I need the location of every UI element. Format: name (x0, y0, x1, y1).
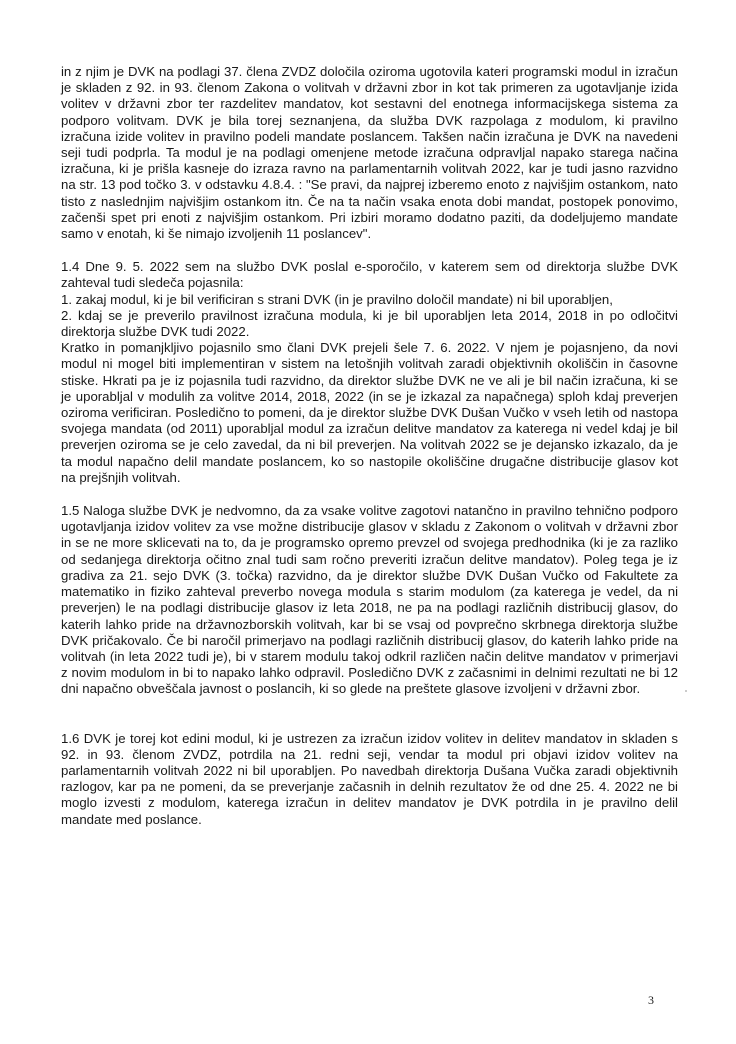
paragraph-1-6: 1.6 DVK je torej kot edini modul, ki je ustrezen za izračun izidov volitev in delitev mandatov in skladen s 92. in 93. členom ZVDZ, potrdila na 21. redni seji, vendar ta modul pri objavi izidov volitev na parlamentarnih volitvah 2022 ni bil uporabljen. Po navedbah direktorja Dušana Vučka zaradi objektivnih razlogov, kar pa ne pomeni, da se preverjanje začasnih in delnih rezultatov že od dne 25. 4. 2022 ne bi moglo izvesti z modulom, katerega izračun in delitev mandatov je DVK potrdila in je pravilno delil mandate med poslance. (61, 730, 678, 827)
paragraph-1-5: 1.5 Naloga službe DVK je nedvomno, da za vsake volitve zagotovi natančno in pravilno tehnično podporo ugotavljanja izidov volitev za vse možne distribucije glasov v skladu z Zakonom o volitvah v državni zbor in se ne more sklicevati na to, da je programsko opremo prevzel od svojega predhodnika (ki je za razliko od sedanjega direktorja očitno znal tudi sam ročno preveriti izračun delitve mandatov). Poleg tega je iz gradiva za 21. sejo DVK (3. točka) razvidno, da je direktor službe DVK Dušan Vučko od Fakultete za matematiko in fiziko zahteval preverbo novega modula s starim modulom (za katerega je vedel, da ni preverjen) le na podlagi distribucije glasov iz leta 2018, ne pa na podlagi različnih distribucij glasov, do katerih lahko pride na državnozborskih volitvah, kar bi se vsaj od povprečno skrbnega direktorja službe DVK pričakovalo. Če bi naročil primerjavo na podlagi različnih distribucij glasov, do katerih lahko pride na volitvah (in leta 2022 tudi je), bi v starem modulu takoj odkril različen način delitve mandatov v primerjavi z novim modulom in bi to napako lahko odpravil. Posledično DVK z začasnimi in delnimi rezultati ne bi 12 dni napačno obveščala javnost o poslancih, ki so glede na preštete glasove izvoljeni v državni zbor. (61, 503, 678, 697)
paragraph-1-4-item-1: 1. zakaj modul, ki je bil verificiran s strani DVK (in je pravilno določil mandate) ni bil uporabljen, (61, 291, 613, 307)
paragraph-1-4: 1.4 Dne 9. 5. 2022 sem na službo DVK poslal e-sporočilo, v katerem sem od direktorja službe DVK zahteval tudi sledeča pojasnila: (61, 259, 678, 291)
page-number: 3 (648, 993, 654, 1007)
paragraph-continuation: in z njim je DVK na podlagi 37. člena ZVDZ določila oziroma ugotovila kateri programski modul in izračun je skladen z 92. in 93. členom Zakona o volitvah v državni zbor in kot tak primeren za ugotavljanje izida volitev v državni zbor ter razdelitev mandatov, kot sestavni del enotnega informacijskega sistema za podporo volitvam. DVK je bila torej seznanjena, da služba DVK razpolaga z modulom, ki pravilno izračuna izide volitev in pravilno podeli mandate poslancem. Takšen način izračuna je DVK na navedeni seji tudi podprla. Ta modul je na podlagi omenjene metode izračuna odpravljal napako starega načina izračuna, ki je prišla kasneje do izraza ravno na parlamentarnih volitvah 2022, kar je tudi jasno razvidno na str. 13 pod točko 3. v odstavku 4.8.4. : "Se pravi, da najprej izberemo enoto z najvišjim ostankom, nato tisto z naslednjim najvišjim ostankom itn. Če na ta način vsaka enota dobi mandat, postopek ponovimo, začenši spet pri enoti z najvišjim ostankom. Pri izbiri moramo dodatno paziti, da dodeljujemo mandate samo v enotah, ki še nimajo izvoljenih 11 poslancev". (61, 64, 678, 242)
paragraph-1-4-item-2: 2. kdaj se je preverilo pravilnost izračuna modula, ki je bil uporabljen leta 2014, 2018 in po odločitvi direktorja službe DVK tudi 2022. (61, 307, 678, 340)
body-text (61, 64, 678, 828)
paragraph-1-4-response: Kratko in pomanjkljivo pojasnilo smo člani DVK prejeli šele 7. 6. 2022. V njem je pojasnjeno, da novi modul ni mogel biti implementiran v sistem na letošnjih volitvah zaradi objektivnih okoliščin in časovne stiske. Hkrati pa je iz pojasnila tudi razvidno, da direktor službe DVK ne ve ali je bil način izračuna, ki se je uporabljal v modulih za volitve 2014, 2018, 2022 (in se je izkazal za napačnega) sploh kdaj preverjen oziroma verificiran. Posledično to pomeni, da je direktor službe DVK Dušan Vučko v vseh letih od nastopa svojega mandata (od 2011) uporabljal modul za izračun delitve mandatov za katerega ni vedel kdaj je bil preverjen oziroma se je celo zavedal, da ni bil preverjen. Na volitvah 2022 se je dejansko izkazalo, da je ta modul napačno delil mandate poslancem, ko so nastopile okoliščine drugačne distribucije glasov kot na prejšnjih volitvah. (61, 340, 678, 485)
scan-speck (685, 690, 687, 692)
